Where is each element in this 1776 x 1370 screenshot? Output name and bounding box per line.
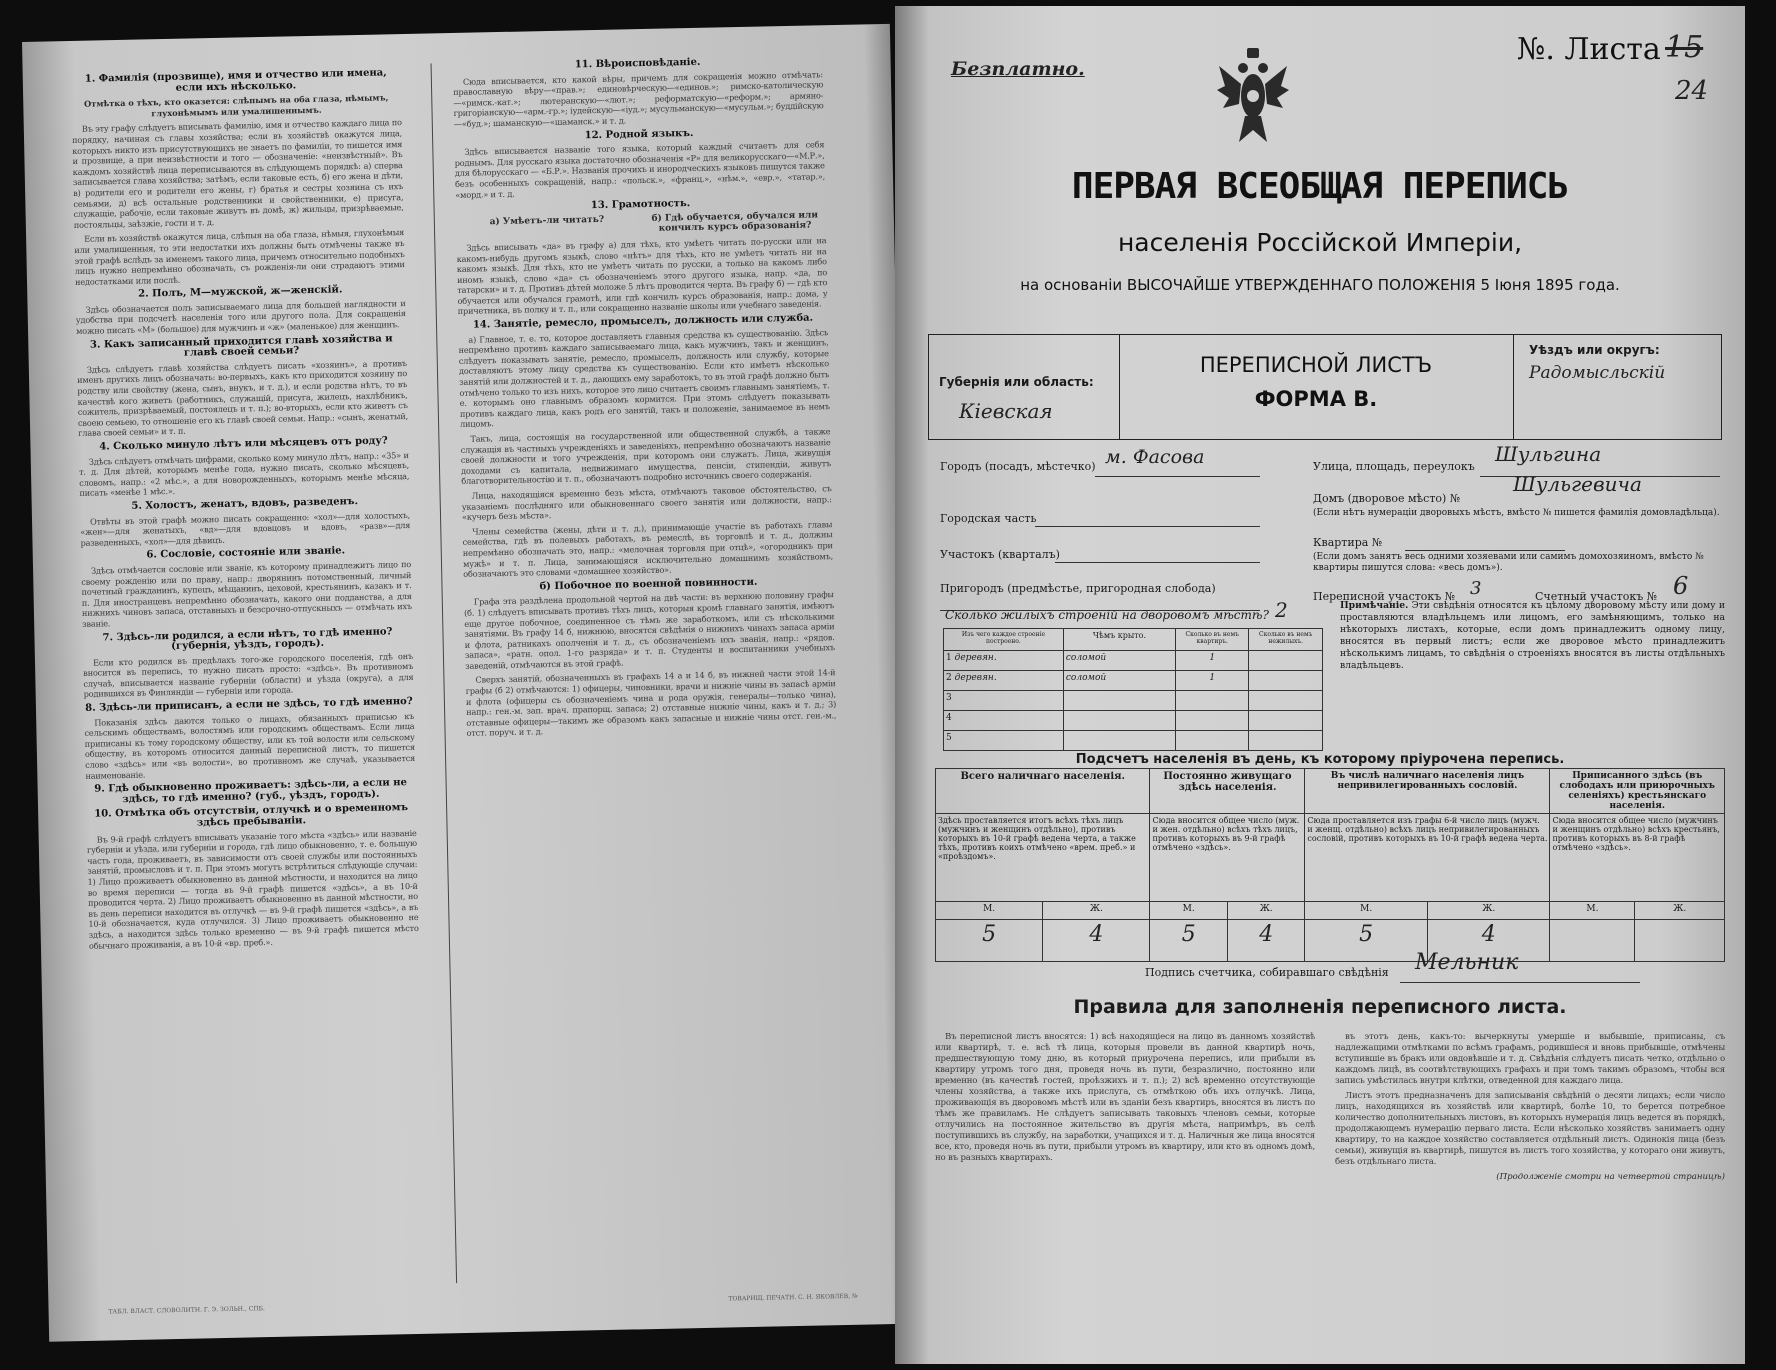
right-page xyxy=(895,6,1745,1364)
left-column-1: 1. Фамилія (прозвище), имя и отчество или имена, если ихъ нѣсколько. Отмѣтка о тѣхъ, кто оказется: слѣпымъ на оба глаза, нѣмымъ, глухонѣмымъ или умалишеннымъ. Въ эту графу слѣдуетъ вписывать фамилію, имя и отчество каждаго лица по порядку, начиная съ главы хозяйства; если въ хозяйствѣ окажутся лица, которыхъ никто изъ присутствующихъ не знаетъ по фамиліи, то пишется имя и прозвище, а при неизвѣстности и того — обозначеніе: «неизвѣстный». Въ каждомъ хозяйствѣ лица переписываются въ слѣдующемъ порядкѣ: а) сперва записывается глава хозяйства; затѣмъ, если таковые есть, б) его жена и дѣти, в) родители его и родители его жены, г) братья и сестры хозяина съ ихъ семьями, д) всѣ остальные родственники и свойственники, е) присуга, служащіе, рабочіе, если таковые живутъ въ домѣ, ж) жильцы, призрѣваемые, постояльцы, заѣзжіе, гости и т. д. Если въ хозяйствѣ окажутся лица, слѣпыя на оба глаза, нѣмыя, глухонѣмыя или умалишенныя, то эти недостатки ихъ должны быть отмѣчены также въ этой графѣ вслѣдъ за именемъ такого лица, причемъ относительно подобныхъ лицъ нужно непремѣнно обозначать, съ рожденія-ли они страдаютъ этими недостатками или послѣ. 2. Полъ, М—мужской, ж—женскій. Здѣсь обозначается полъ записываемаго лица для большей наглядности и удобства при подсчетѣ населенія того или другого пола. Для сокращенія можно писать «М» (большое) для мужчинъ и «ж» (маленькое) для женщинъ. 3. Какъ записанный приходится главѣ хозяйства и главѣ своей семьи? Здѣсь слѣдуетъ главѣ хозяйства слѣдуетъ писать «хозяинъ», а противъ именъ другихъ лицъ обозначать: во-первыхъ, какъ кто приходится хозяину по родству или свойству (жена, сынъ, внукъ, и т. д.), и если родства нѣтъ, то въ качествѣ кого живетъ (работникъ, служащій, присуга, жилецъ, нахлѣбникъ, сожитель, призрѣваемый, постоялецъ и т. п.); во-вторыхъ, если кто живетъ съ своею семьею, то отношеніе его къ главѣ своей семьи. Напр.: «сынъ, женатый, глава своей семьи» и т. п. 4. Сколько минуло лѣтъ или мѣсяцевъ отъ роду? Здѣсь слѣдуетъ отмѣчать цифрами, сколько кому минуло лѣтъ, напр.: «35» и т. д. Для дѣтей, которымъ менѣе года, нужно писать, сколько мѣсяцевъ, словомъ, напр.: «2 мѣс.», а для новорожденныхъ, которымъ менѣе мѣсяца, писать «менѣе 1 мѣс.». 5. Холостъ, женатъ, вдовъ, разведенъ. Отвѣты въ этой графѣ можно писать сокращенно: «хол»—для холостыхъ, «жен»—для женатыхъ, «вд»—для вдовцовъ и вдовъ, «разв»—для разведенныхъ, «хол»—для дѣвицъ. 6. Сословіе, состояніе или званіе. Здѣсь отмѣчается сословіе или званіе, къ которому принадлежитъ лицо по своему рожденію или по праву, напр.: дворянинъ потомственный, личный почетный гражданинъ, купецъ, мѣщанинъ, цеховой, крестьянинъ, казакъ и т. п. Для иностранцевъ непремѣнно обозначать, какого они подданства, а для нижнихъ чиновъ запаса, отставныхъ и безсрочно-отпускныхъ — отмѣчать ихъ званіе. 7. Здѣсь-ли родился, а если нѣтъ, то гдѣ именно? (губернія, уѣздъ, городъ). Если кто родился въ предѣлахъ того-же городского поселенія, гдѣ онъ вносится въ перепись, то нужно писать просто: «здѣсь». Въ противномъ случаѣ, вписывается названіе губерніи (области) и уѣзда (округа), а для родившихся въ Финляндіи — губерніи или города. 8. Здѣсь-ли приписанъ, а если не здѣсь, то гдѣ именно? Показанія здѣсь даются только о лицахъ, обязанныхъ приписью къ сельскимъ обществамъ, волостямъ или городскимъ обществамъ. Если лица приписаны къ тому городскому обществу, или къ той волости или сельскому обществу, въ которомъ относится данный переписной листъ, то пишется слово «здѣсь» или «въ волости», во противномъ же случаѣ, указывается наименованіе. 9. Гдѣ обыкновенно проживаетъ: здѣсь-ли, а если не здѣсь, то гдѣ именно? (губ., уѣздъ, городъ). 10. Отмѣтка объ отсутствіи, отлучкѣ и о временномъ здѣсь пребываніи. Въ 9-й графѣ слѣдуетъ вписывать указаніе того мѣста «здѣсь» или названіе губерніи и уѣзда, или губерніи и города, гдѣ лицо обыкновенно, т. е. большую часть года, проживаетъ, въ зависимости отъ своей службы или постоянныхъ занятій, промысловъ и т. п. При этомъ могутъ встрѣтиться слѣдующіе случаи: 1) Лицо проживаетъ обыкновенно въ данной мѣстности, и находится на лицо во время переписи — тогда въ 9-й графѣ пишется «здѣсь», а въ 10-й проводится черта. 2) Лицо проживаетъ обыкновенно въ данной мѣстности, но въ день переписи находится въ отлучкѣ — въ 9-й графѣ пишется «здѣсь», а въ 10-й обозначается, куда отлучился. 3) Лицо проживаетъ обыкновенно не здѣсь, а находится здѣсь только временно — въ 9-й графѣ пишется мѣсто обычнаго проживанія, а въ 10-й «вр. преб.». xyxy=(71,67,419,951)
census-area-value: 3 xyxy=(1470,578,1482,599)
table-row: 5 4 5 4 5 4 xyxy=(936,920,1725,962)
signature-label: Подпись счетчика, собиравшаго свѣдѣнія xyxy=(1145,966,1389,979)
printer-note-right: ТОВАРИЩ. ПЕЧАТН. С. Н. ЯКОВЛЕВ, № xyxy=(728,1292,858,1303)
table-row: 5 xyxy=(944,731,1323,751)
form-title: ПЕРЕПИСНОЙ ЛИСТЪ xyxy=(1199,353,1433,377)
ct-col-present: Всего наличнаго населенія. xyxy=(936,769,1150,814)
sheet-number-value: 15 xyxy=(1665,30,1704,65)
rule-heading-14: 14. Занятіе, ремесло, промыселъ, должность или служба. xyxy=(472,312,814,331)
street-label: Улица, площадь, переулокъ xyxy=(1313,460,1475,473)
apartment-note: (Если домъ занятъ весь одними хозяевами или самимъ домохозяиномъ, вмѣсто № квартиры пишутся слова: «весь домъ»). xyxy=(1313,552,1704,573)
counting-area-value: 6 xyxy=(1673,572,1689,600)
rule-heading-5: 5. Холостъ, женатъ, вдовъ, разведенъ. xyxy=(131,496,359,512)
street-value: Шульгина xyxy=(1495,442,1602,466)
column-divider xyxy=(431,63,458,1283)
rule-heading-12: 12. Родной языкъ. xyxy=(584,127,694,141)
ct-col-peasant: Приписанного здѣсь (въ слободахъ или приюрочныхъ селеніяхъ) крестьянскаго населенія. xyxy=(1550,769,1725,814)
census-subtitle: населенія Россійской Имперіи, xyxy=(1117,228,1523,257)
rule-heading-1: 1. Фамилія (прозвище), имя и отчество или имена, если ихъ нѣсколько. xyxy=(84,67,387,94)
counting-area-label: Счетный участокъ № xyxy=(1535,590,1658,603)
city-part-label: Городская часть xyxy=(940,512,1037,525)
suburb-label: Пригородъ (предмѣстье, пригородная слобода) xyxy=(940,582,1216,595)
province-label: Губернія или область: xyxy=(939,375,1094,389)
province-value: Кіевская xyxy=(959,399,1053,423)
buildings-table xyxy=(943,628,1323,751)
note-label: Примѣчаніе. xyxy=(1340,600,1409,611)
city-value: м. Фасова xyxy=(1105,446,1205,468)
precinct-label: Участокъ (кварталъ) xyxy=(940,548,1060,561)
table-row: 4 xyxy=(944,711,1323,731)
buildings-value: 2 xyxy=(1275,598,1288,622)
bt-col-nonresidential: Сколько въ немъ нежилыхъ. xyxy=(1249,629,1323,651)
population-table: Всего наличнаго населенія. Постоянно живущаго здѣсь населенія. Въ числѣ наличнаго населенія лицъ непривилегированныхъ сословій. Приписанного здѣсь (въ слободахъ или приюрочныхъ селеніяхъ) крестьянскаго населенія. Здѣсь проставляется итогъ всѣхъ тѣхъ лицъ (мужчинъ и женщинъ отдѣльно), противъ которыхъ въ 10-й графѣ ведена черта, а также тѣхъ, противъ коихъ отмѣчено «врем. преб.» и «проѣздомъ». Сюда вносится общее число (муж. и жен. отдѣльно) всѣхъ тѣхъ лицъ, противъ которыхъ въ 9-й графѣ отмѣчено «здѣсь». Сюда проставляется изъ графы 6-й число лицъ (мужч. и женщ. отдѣльно) всѣхъ лицъ непривилегированныхъ сословій, противъ которыхъ въ 10-й графѣ ведена черта. Сюда вносится общее число (мужчинъ и женщинъ отдѣльно) всѣхъ крестьянъ, противъ которыхъ въ 8-й графѣ отмѣчено «здѣсь». М. Ж. М. Ж. М. Ж. М. Ж. 5 4 5 4 5 4 xyxy=(935,768,1725,962)
rule-heading-11: 11. Вѣроисповѣданіе. xyxy=(574,56,701,71)
district-label: Уѣздъ или округъ: xyxy=(1529,343,1660,357)
census-basis: на основаніи ВЫСОЧАЙШЕ УТВЕРЖДЕННАГО ПОЛОЖЕНІЯ 5 Іюня 1895 года. xyxy=(1020,276,1620,294)
rule-heading-13b: б) Гдѣ обучается, обучался или кончилъ курсъ образованія? xyxy=(651,210,819,235)
rule-note-1: Отмѣтка о тѣхъ, кто оказется: слѣпымъ на оба глаза, нѣмымъ, глухонѣмымъ или умалишеннымъ. xyxy=(83,92,389,119)
bt-col-material: Изъ чего каждое строеніе построено. xyxy=(944,629,1064,651)
bt-col-apartments: Сколько въ немъ квартиръ. xyxy=(1176,629,1249,651)
rule-heading-13: 13. Грамотность. xyxy=(590,198,691,212)
rule-heading-10: 10. Отмѣтка объ отсутствіи, отлучкѣ и о временномъ здѣсь пребываніи. xyxy=(94,802,409,829)
rule-heading-14b: б) Побочное по военной повинности. xyxy=(539,576,758,592)
left-column-2: 11. Вѣроисповѣданіе. Сюда вписывается, кто какой вѣры, причемъ для сокращенія можно отмѣчать: православную вѣру—«прав.»; единовѣрческую—«единов.»; римско-католическую—«римск.-кат.»; лютеранскую—«лют.»; реформатскую—«реформ.»; армяно-григоріанскую—«арм.-гр.»; іудейскую—«іуд.»; мусульманскую—«мусульм.»; буддійскую—«буд.»; шаманскую—«шаманск.» и т. д. 12. Родной языкъ. Здѣсь вписывается названіе того языка, который каждый считаетъ для себя роднымъ. Для русскаго языка достаточно обозначенія «Р» для великорусскаго—«М.Р.», для бѣлорусскаго — «Б.Р.». Названія прочихъ и инородческихъ языковъ пишутся также безъ особенныхъ сокращеній, напр.: «польск.», «франц.», «нѣм.», «евр.», «татар.», «морд.» и т. д. 13. Грамотность. а) Умѣетъ-ли читать? б) Гдѣ обучается, обучался или кончилъ курсъ образованія? Здѣсь вписывать «да» въ графу а) для тѣхъ, кто умѣетъ читать по-русски или на какомъ-нибудь другомъ языкѣ, слово «нѣтъ» для тѣхъ, кто не умѣетъ читать ни на какомъ языкѣ. Для тѣхъ, кто не умѣетъ читать по русски, а только на какомъ либо иномъ языкѣ, слово «да» съ обозначеніемъ этого другого языка, напр. «да, по татарски» и т. д. Противъ дѣтей моложе 5 лѣтъ проводится черта. Въ графу б) — гдѣ кто обучается или обучался грамотѣ, или гдѣ кончилъ курсъ образованія, напр.: дома, у причетника, въ полку и т. п., или сокращенно названіе школы или учебнаго заведенія. 14. Занятіе, ремесло, промыселъ, должность или служба. а) Главное, т. е. то, которое доставляетъ главныя средства къ существованію. Здѣсь непремѣнно противъ каждаго записываемаго лица, какъ мужчинъ, такъ и женщинъ, слѣдуетъ показывать занятіе, ремесло, промыселъ, должность или службу, которые доставляютъ этому лицу средства къ существованію. Если кто имѣетъ нѣсколько занятій или должностей и т. д., дающихъ ему заработокъ, то въ этой графѣ должно быть отмѣчено только то изъ нихъ, которое это лицо считаетъ своимъ главнымъ занятіемъ, т. е. которымъ оно главнымъ образомъ кормится. При этомъ слѣдуетъ показывать противъ каждаго лица, какъ родъ его занятій, такъ и положеніе, занимаемое въ немъ лицомъ. Такъ, лица, состоящія на государственной или общественной службѣ, а также служащія въ частныхъ учрежденіяхъ и заведеніяхъ, непремѣнно обозначаютъ названіе своей должности и того учрежденія, при которомъ они служатъ. Лица, живущія доходами съ капитала, недвижимаго имущества, пенсіи, стипендіи, живутъ благотворительностію и т. п., обозначаютъ подробно источникъ своего содержанія. Лица, находящіяся временно безъ мѣста, отмѣчаютъ таковое обстоятельство, съ указаніемъ послѣдняго или обыкновеннаго своего занятія или должности, напр.: «кучеръ безъ мѣста». Члены семейства (жены, дѣти и т. д.), принимающіе участіе въ работахъ главы семейства, гдѣ въ полевыхъ работахъ, въ ремеслѣ, въ торговлѣ и т. д., должны непремѣнно обозначать это, напр.: «мелочная торговля при отцѣ», «огородникъ при мужѣ» и т. п. Лица, занимающіяся исключительно домашнимъ хозяйствомъ, обозначаютъ это словами «домашнее хозяйство». б) Побочное по военной повинности. Графа эта раздѣлена продольной чертой на двѣ части: въ верхнюю половину графы (б. 1) слѣдуетъ вписывать противъ тѣхъ лицъ, которыя кромѣ главнаго занятія, имѣютъ еще другое побочное, соединенное съ тѣмъ же заработкомъ, или съ нѣсколькими занятіями. Въ графу 14 б, нижнюю, вносятся свѣдѣнія о нижнихъ чинахъ запаса арміи и флота, ратникахъ ополченія и т. д., съ обозначеніемъ ихъ званія, напр.: «рядов. запаса», «ратн. опол. 1-го разряда» и т. п. Студенты и воспитанники учебныхъ заведеній, отмѣчаются въ этой графѣ. Сверхъ занятій, обозначенныхъ въ графахъ 14 а и 14 б, въ нижней части этой 14-й графы (б 2) отмѣчаются: 1) офицеры, чиновники, врачи и нижніе чины въ запасѣ арміи и флота (офицеры съ обозначеніемъ чина и рода оружія, генералы—только чина), напр.: ген.-м. зап. врач. прапорщ. запаса; 2) отставные нижніе чины, какъ и т. д.; 3) отставные офицеры—такимъ же образомъ какъ запасные и нижніе чины отст. ген.-м., отст. поруч. и т. д. xyxy=(453,56,837,739)
rules-column-2: въ этотъ день, какъ-то: вычеркнуты умершіе и выбывшіе, приписаны, съ надлежащими отмѣтками по всѣмъ графамъ, родившіеся и вновь прибывшіе, отмѣчены вступившіе въ бракъ или овдовѣвшіе и т. д. Свѣдѣнія слѣдуетъ писать четко, отдѣльно о каждомъ лицѣ, въ соотвѣтствующихъ графахъ и при томъ такимъ образомъ, чтобы вся запись умѣстилась внутри клѣтки, отведенной для каждаго лица. Листъ этотъ предназначенъ для записыванія свѣдѣній о десяти лицахъ; если число лицъ, находящихся въ хозяйствѣ или квартирѣ, болѣе 10, то берется потребное количество дополнительныхъ листовъ, въ которыхъ нумерація лицъ ведется въ порядкѣ, продолжающемъ нумерацію перваго листа. Если нѣсколько хозяйствъ занимаетъ одну квартиру, то на каждое хозяйство составляется отдѣльный листъ. Одинокія лица (безъ семьи), живущія въ квартирѣ, пишутся въ листъ того хозяйства, у котораго они живутъ, безъ отдѣльнаго листа. (Продолженіе смотри на четвертой страницѣ) xyxy=(1335,1032,1725,1182)
ct-col-permanent: Постоянно живущаго здѣсь населенія. xyxy=(1150,769,1305,814)
rule-heading-8: 8. Здѣсь-ли приписанъ, а если не здѣсь, то гдѣ именно? xyxy=(85,696,413,714)
rule-heading-9: 9. Гдѣ обыкновенно проживаетъ: здѣсь-ли, а если не здѣсь, то гдѣ именно? (губ., уѣздъ, городъ). xyxy=(94,777,408,805)
rule-heading-2: 2. Полъ, М—мужской, ж—женскій. xyxy=(138,284,343,300)
city-label: Городъ (посадъ, мѣстечко) xyxy=(940,460,1096,473)
house-label: Домъ (дворовое мѣсто) № xyxy=(1313,492,1461,505)
signature-value: Мельник xyxy=(1415,950,1519,975)
table-row: 2 деревян. соломой 1 xyxy=(944,671,1323,691)
free-label: Безплатно. xyxy=(951,58,1085,80)
district-value: Радомысльскій xyxy=(1529,363,1666,383)
house-note: (Если нѣтъ нумераціи дворовыхъ мѣстъ, вмѣсто № пишется фамилія домовладѣльца). xyxy=(1313,508,1720,518)
form-header-box xyxy=(928,334,1722,440)
count-title: Подсчетъ населенія въ день, къ которому пріурочена перепись. xyxy=(1075,752,1565,767)
imperial-eagle-icon xyxy=(1215,46,1291,156)
bt-col-roof: Чѣмъ крыто. xyxy=(1063,629,1175,651)
note-text: Эти свѣдѣнія относятся къ цѣлому дворовому мѣсту или дому и проставляются владѣльцемъ или лицомъ, его замѣняющимъ, только на нѣкоторыхъ листахъ, которые, если домъ принадлежитъ одному лицу, вносятся въ первый листъ; если же дворовое мѣсто принадлежитъ нѣсколькимъ лицамъ, то свѣдѣнія о строеніяхъ вносятся въ листы отдѣльныхъ владѣльцевъ. xyxy=(1340,600,1726,671)
census-title: ПЕРВАЯ ВСЕОБЩАЯ ПЕРЕПИСЬ xyxy=(1071,166,1569,207)
apartment-label: Квартира № xyxy=(1313,536,1383,549)
rule-heading-13a: а) Умѣетъ-ли читать? xyxy=(489,214,605,227)
form-subtitle: ФОРМА В. xyxy=(1254,387,1378,411)
buildings-note xyxy=(1340,600,1725,672)
table-row: 1 деревян. соломой 1 xyxy=(944,651,1323,671)
ct-col-nonprivileged: Въ числѣ наличнаго населенія лицъ непривилегированныхъ сословій. xyxy=(1305,769,1550,814)
rules-title: Правила для заполненія переписного листа. xyxy=(1073,996,1567,1018)
printer-note-left: ТАБЛ. ВЛАСТ. СЛОВОЛИТН. Г. Э. ЗОЛЬН., СПБ. xyxy=(108,1305,265,1316)
left-page xyxy=(22,24,917,1342)
table-row: 3 xyxy=(944,691,1323,711)
rules-continuation-note: (Продолженіе смотри на четвертой страницѣ) xyxy=(1496,1172,1725,1182)
rule-heading-4: 4. Сколько минуло лѣтъ или мѣсяцевъ отъ роду? xyxy=(99,435,388,453)
house-value: Шульгевича xyxy=(1513,472,1642,496)
census-area-label: Переписной участокъ № xyxy=(1313,590,1456,603)
buildings-question: Сколько жилыхъ строеній на дворовомъ мѣстѣ? xyxy=(945,608,1269,622)
rule-heading-7: 7. Здѣсь-ли родился, а если нѣтъ, то гдѣ именно? (губернія, уѣздъ, городъ). xyxy=(102,625,393,653)
rule-heading-3: 3. Какъ записанный приходится главѣ хозяйства и главѣ своей семьи? xyxy=(89,332,393,359)
sheet-number-label: №. Листа xyxy=(1517,32,1661,67)
page-number: 24 xyxy=(1675,76,1709,106)
rule-heading-6: 6. Сословіе, состояніе или званіе. xyxy=(146,545,346,561)
rules-column-1: Въ переписной листъ вносятся: 1) всѣ находящіеся на лицо въ данномъ хозяйствѣ или квартирѣ, т. е. всѣ тѣ лица, которыя провели въ данной квартирѣ ночь, предшествующую тому дню, въ который приурочена перепись, или прибыли въ квартиру утромъ того дня, проведя ночь въ пути, безразлично, постоянно или временно (въ качествѣ гостей, проѣзжихъ и т. п.); 2) всѣ временно отсутствующіе члены хозяйства, а также ихъ прислуга, съ отмѣткою объ ихъ отлучкѣ. Лица, проживающія въ дворовомъ мѣстѣ или въ зданіи безъ квартиръ, вносятся въ листъ по тѣмъ же правиламъ. Не слѣдуетъ записывать таковыхъ членовъ семьи, которые отлучились на постоянное жительство въ другія мѣста, напримѣръ, въ селѣ поступившихъ въ службу, на заработки, учащихся и т. д. Наличныя же лица вносятся все, кто, проведя ночь въ пути, прибыли утромъ въ квартиру, или кто въ одномъ домѣ, но въ разныхъ квартирахъ. xyxy=(935,1032,1315,1163)
